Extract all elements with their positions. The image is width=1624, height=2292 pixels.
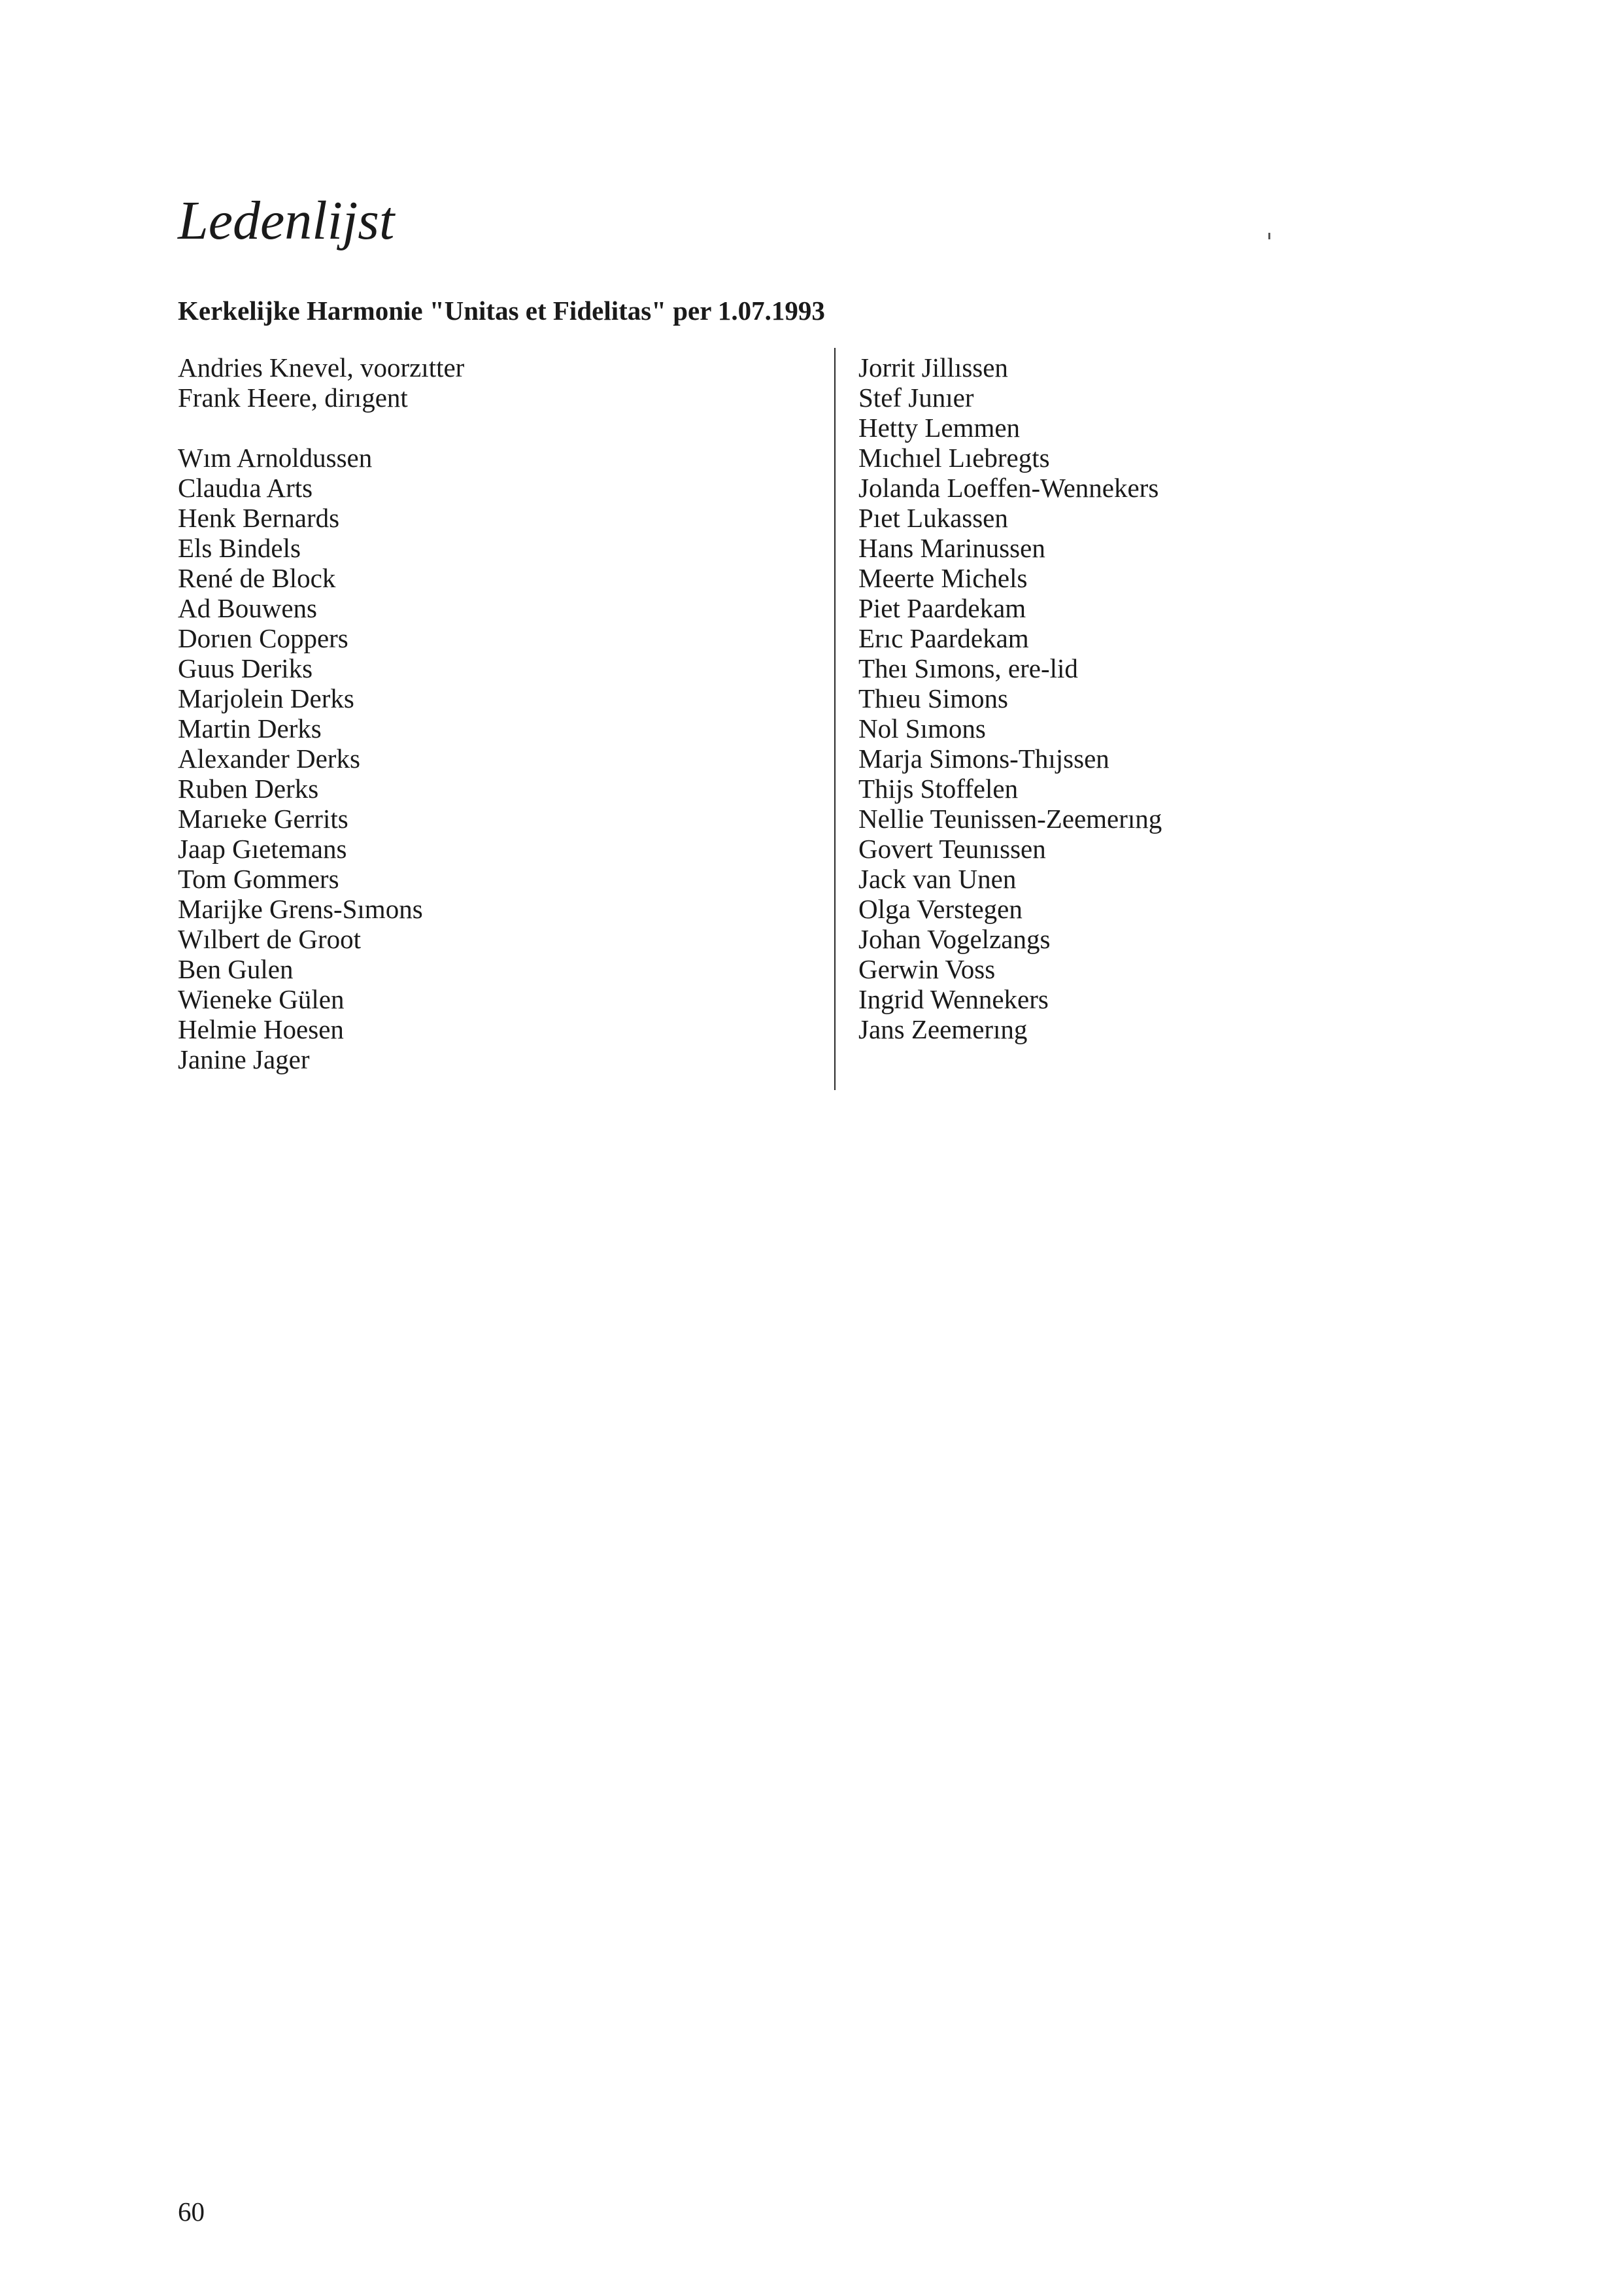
- members-list-left: [178, 443, 423, 1074]
- list-item: Marıeke Gerrits: [178, 804, 348, 834]
- list-item: Henk Bernards: [178, 503, 340, 533]
- list-item: Thıeu Simons: [858, 683, 1008, 713]
- list-item: Janine Jager: [178, 1044, 310, 1074]
- column-divider: [834, 348, 836, 1090]
- list-item: Hans Marinussen: [858, 533, 1045, 563]
- list-item: Wieneke Gülen: [178, 984, 345, 1014]
- list-item: Ad Bouwens: [178, 593, 317, 623]
- list-item: Jaap Gıetemans: [178, 834, 347, 864]
- page-number: 60: [178, 2197, 205, 2227]
- list-item: Tom Gommers: [178, 864, 339, 894]
- list-item: Marijke Grens-Sımons: [178, 894, 423, 924]
- list-item: Nellie Teunissen-Zeemerıng: [858, 804, 1162, 834]
- list-item: Jolanda Loeffen-Wennekers: [858, 473, 1159, 503]
- list-item: Meerte Michels: [858, 563, 1028, 593]
- list-item: Ingrid Wennekers: [858, 984, 1049, 1014]
- list-item: Johan Vogelzangs: [858, 924, 1051, 954]
- officers-list: [178, 352, 464, 413]
- list-item: Ben Gulen: [178, 954, 294, 984]
- list-item: Guus Deriks: [178, 653, 313, 683]
- list-item: Erıc Paardekam: [858, 623, 1029, 653]
- list-item: Theı Sımons, ere-lid: [858, 653, 1078, 683]
- list-item: Martin Derks: [178, 713, 322, 744]
- list-item: Wım Arnoldussen: [178, 443, 373, 473]
- list-item: Thijs Stoffelen: [858, 774, 1019, 804]
- list-item: Andries Knevel, voorzıtter: [178, 352, 465, 383]
- members-list-right: [858, 352, 1162, 1044]
- list-item: Jans Zeemerıng: [858, 1014, 1028, 1044]
- list-item: Ruben Derks: [178, 774, 319, 804]
- list-item: Olga Verstegen: [858, 894, 1023, 924]
- list-item: Alexander Derks: [178, 744, 360, 774]
- list-item: Frank Heere, dirıgent: [178, 383, 408, 413]
- list-item: Govert Teunıssen: [858, 834, 1046, 864]
- page-title: Ledenlijst: [178, 190, 395, 251]
- list-item: Mıchıel Lıebregts: [858, 443, 1050, 473]
- scan-mark: [1268, 233, 1270, 239]
- list-item: Piet Paardekam: [858, 593, 1026, 623]
- list-item: Helmie Hoesen: [178, 1014, 344, 1044]
- list-item: René de Block: [178, 563, 336, 593]
- list-item: Dorıen Coppers: [178, 623, 348, 653]
- list-item: Gerwin Voss: [858, 954, 996, 984]
- list-item: Hetty Lemmen: [858, 413, 1021, 443]
- list-item: Marjolein Derks: [178, 683, 354, 713]
- list-item: Claudıa Arts: [178, 473, 313, 503]
- list-subtitle: Kerkelijke Harmonie "Unitas et Fidelitas" per 1.07.1993: [178, 296, 825, 326]
- list-item: Nol Sımons: [858, 713, 986, 744]
- list-item: Jorrit Jillıssen: [858, 352, 1008, 383]
- list-item: Wılbert de Groot: [178, 924, 362, 954]
- list-item: Marja Simons-Thıjssen: [858, 744, 1109, 774]
- list-item: Jack van Unen: [858, 864, 1017, 894]
- list-item: Stef Junıer: [858, 383, 974, 413]
- list-item: Pıet Lukassen: [858, 503, 1008, 533]
- list-item: Els Bindels: [178, 533, 301, 563]
